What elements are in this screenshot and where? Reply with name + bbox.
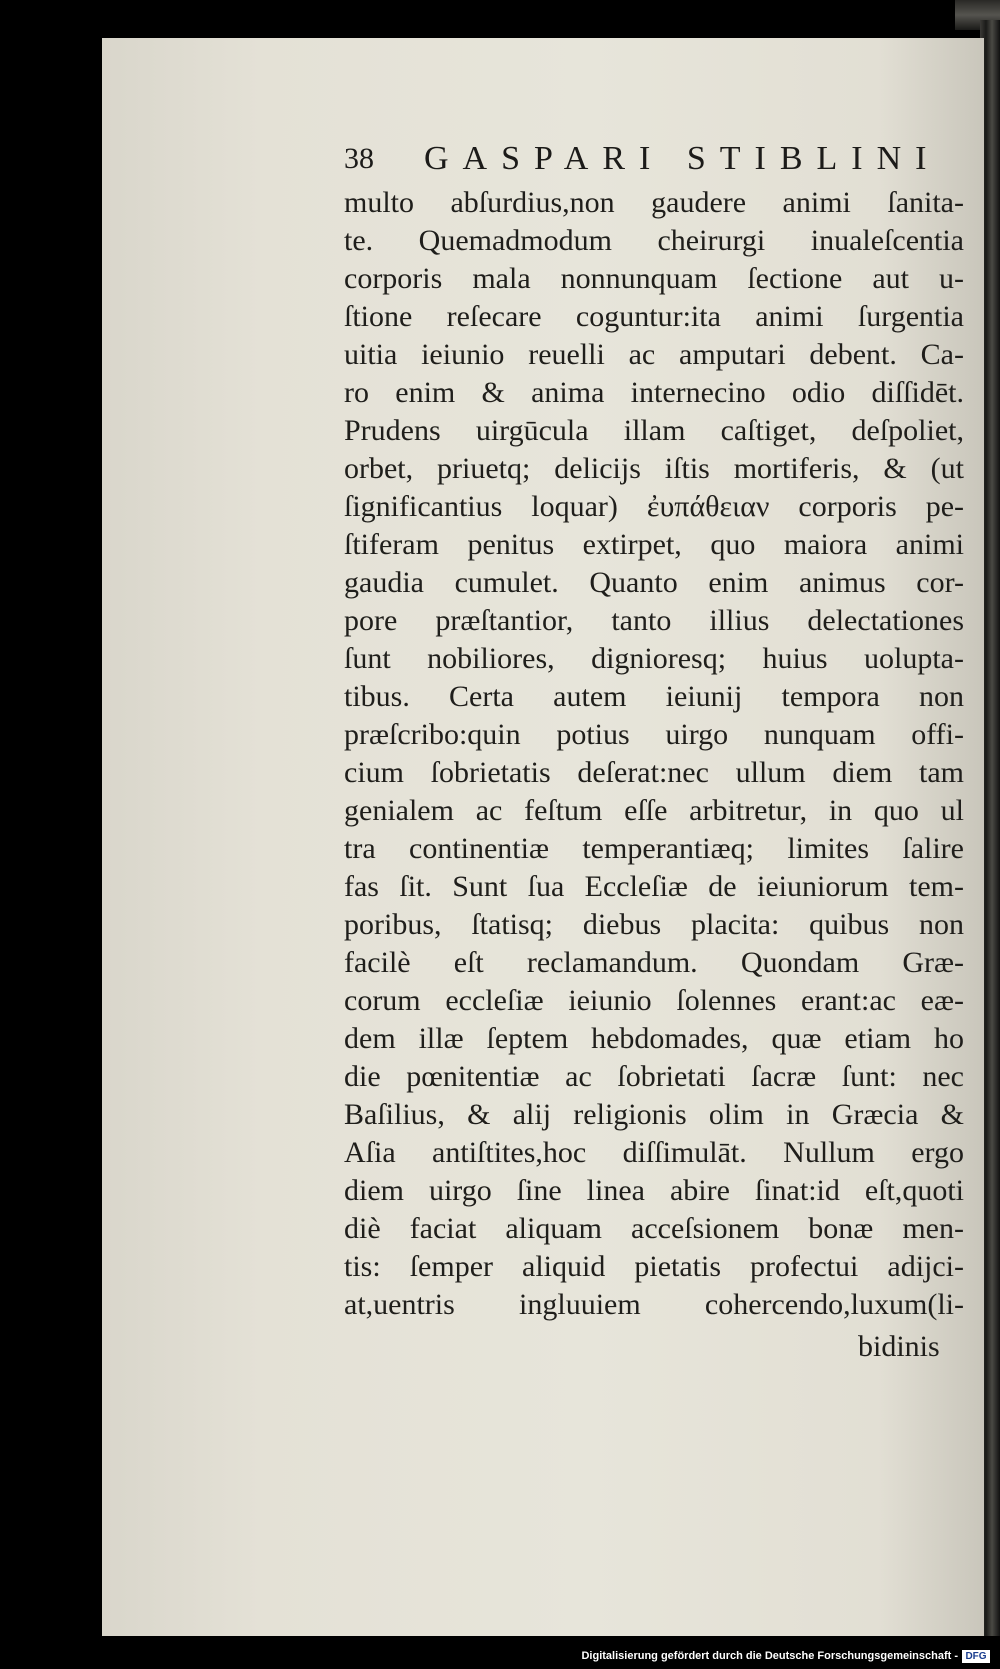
text-line: corporis mala nonnunquam ſectione aut u- [344, 262, 964, 295]
text-line: Prudens uirgūcula illam caſtiget, deſpoliet, [344, 414, 964, 447]
text-line: at,uentris ingluuiem cohercendo,luxum(li- [344, 1288, 964, 1321]
text-line: pore præſtantior, tanto illius delectationes [344, 604, 964, 637]
text-line: ſignificantius loquar) ἐυπάθειαν corporis pe- [344, 490, 964, 523]
funding-credit: Digitalisierung gefördert durch die Deutsche Forschungsgemeinschaft - [581, 1650, 958, 1662]
catchword: bidinis [858, 1330, 940, 1363]
text-line: genialem ac feſtum eſſe arbitretur, in quo ul [344, 794, 964, 827]
text-line: cium ſobrietatis deſerat:nec ullum diem tam [344, 756, 964, 789]
page-header [344, 140, 964, 184]
text-line: diem uirgo ſine linea abire ſinat:id eſt,quoti [344, 1174, 964, 1207]
text-line: ſtiferam penitus extirpet, quo maiora animi [344, 528, 964, 561]
text-block [344, 184, 964, 1324]
text-line: ſunt nobiliores, dignioresq; huius uolupta- [344, 642, 964, 675]
text-line: fas ſit. Sunt ſua Eccleſiæ de ieiuniorum tem- [344, 870, 964, 903]
text-line: corum eccleſiæ ieiunio ſolennes erant:ac eæ- [344, 984, 964, 1017]
running-head: GASPARI STIBLINI [424, 140, 941, 177]
text-line: Baſilius, & alij religionis olim in Græcia & [344, 1098, 964, 1131]
text-line: dem illæ ſeptem hebdomades, quæ etiam ho [344, 1022, 964, 1055]
folio-number: 38 [344, 142, 374, 175]
text-line: diè faciat aliquam acceſsionem bonæ men- [344, 1212, 964, 1245]
text-line: multo abſurdius,non gaudere animi ſanita- [344, 186, 964, 219]
text-line: tibus. Certa autem ieiunij tempora non [344, 680, 964, 713]
text-line: tra continentiæ temperantiæq; limites ſalire [344, 832, 964, 865]
text-line: te. Quemadmodum cheirurgi inualeſcentia [344, 224, 964, 257]
text-line: tis: ſemper aliquid pietatis profectui adijci- [344, 1250, 964, 1283]
text-line: facilè eſt reclamandum. Quondam Græ- [344, 946, 964, 979]
text-line: ro enim & anima internecino odio diſſidēt. [344, 376, 964, 409]
text-line: Aſia antiſtites,hoc diſſimulāt. Nullum ergo [344, 1136, 964, 1169]
text-line: die pœnitentiæ ac ſobrietati ſacræ ſunt: nec [344, 1060, 964, 1093]
dfg-logo: DFG [962, 1650, 990, 1663]
text-line: præſcribo:quin potius uirgo nunquam offi- [344, 718, 964, 751]
text-line: ſtione reſecare coguntur:ita animi ſurgentia [344, 300, 964, 333]
text-line: uitia ieiunio reuelli ac amputari debent. Ca- [344, 338, 964, 371]
text-line: poribus, ſtatisq; diebus placita: quibus non [344, 908, 964, 941]
text-line: gaudia cumulet. Quanto enim animus cor- [344, 566, 964, 599]
text-line: orbet, priuetq; delicijs iſtis mortiferis, & (ut [344, 452, 964, 485]
